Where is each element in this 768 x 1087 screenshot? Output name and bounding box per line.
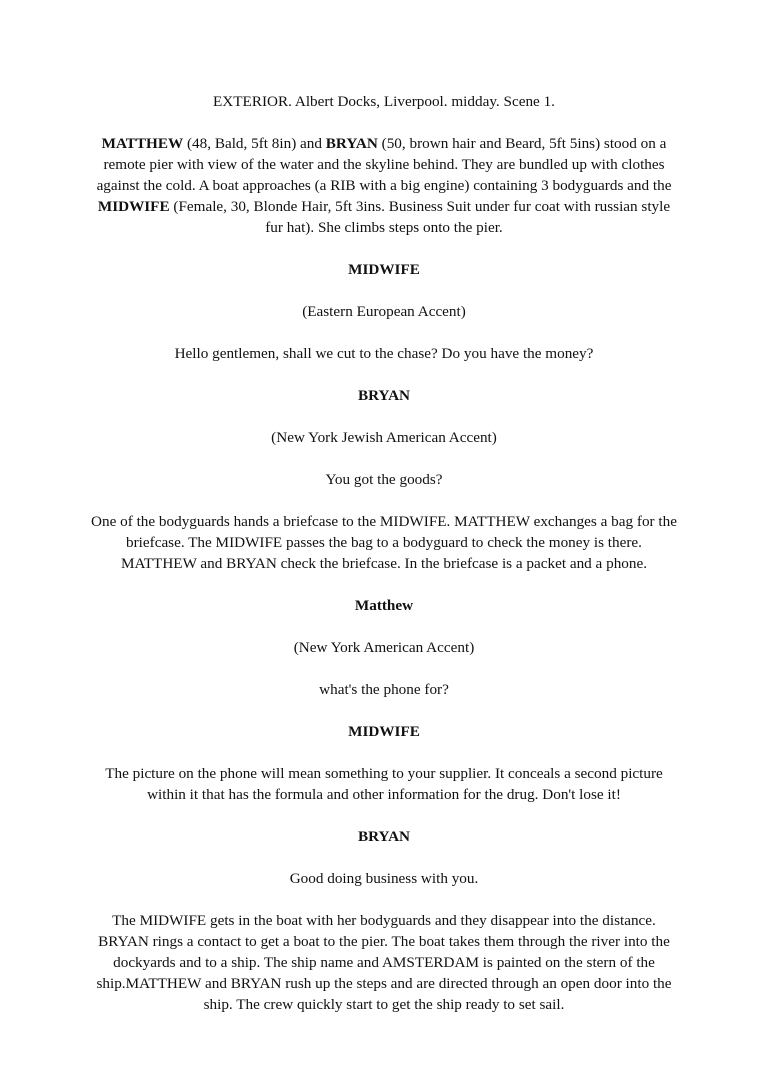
speaker-matthew-1 — [88, 595, 680, 616]
speaker-name: Matthew — [354, 597, 414, 614]
action-1: One of the bodyguards hands a briefcase to the MIDWIFE. MATTHEW exchanges a bag for the briefcase. The MIDWIFE passes the bag to a bodyguard to check the money is there. MATTHEW and BRYAN check the briefcase. In the briefcase is a packet and a phone. — [91, 513, 677, 572]
action-2: The MIDWIFE gets in the boat with her bodyguards and they disappear into the distance. BRYAN rings a contact to get a boat to the pier. The boat takes them through the river into the dockyards and to a ship. The ship name and AMSTERDAM is painted on the stern of the ship.MATTHEW and BRYAN rush up the steps and are directed through an open door into the ship. The crew quickly start to get the ship ready to set sail. — [96, 912, 672, 1013]
character-name-midwife: MIDWIFE — [97, 198, 170, 215]
intro-action — [88, 133, 680, 238]
direction-3: (New York American Accent) — [293, 639, 475, 656]
speaker-midwife-1 — [88, 259, 680, 280]
dialogue-4: The picture on the phone will mean something to your supplier. It conceals a second picture within it that has the formula and other information for the drug. Don't lose it! — [105, 765, 663, 803]
character-name-matthew: MATTHEW — [101, 135, 184, 152]
dialogue-1: Hello gentlemen, shall we cut to the chase? Do you have the money? — [174, 345, 594, 362]
speaker-name: MIDWIFE — [348, 723, 420, 740]
intro-text-2: (50, brown hair and Beard, 5ft 5ins) stood on a remote pier with view of the water and the skyline behind. They are bundled up with clothes against the cold. A boat approaches (a RIB with a big engine) containing 3 bodyguards and the — [96, 135, 672, 194]
direction-2: (New York Jewish American Accent) — [271, 429, 497, 446]
scene-heading: EXTERIOR. Albert Docks, Liverpool. midday. Scene 1. — [213, 93, 555, 110]
direction-1: (Eastern European Accent) — [302, 303, 466, 320]
dialogue-3: what's the phone for? — [319, 681, 449, 698]
intro-text-3: (Female, 30, Blonde Hair, 5ft 3ins. Business Suit under fur coat with russian style fur hat). She climbs steps onto the pier. — [169, 198, 671, 236]
intro-text-1: (48, Bald, 5ft 8in) and — [183, 135, 326, 152]
dialogue-2: You got the goods? — [325, 471, 443, 488]
speaker-name: MIDWIFE — [348, 261, 420, 278]
speaker-midwife-2 — [88, 721, 680, 742]
dialogue-5: Good doing business with you. — [289, 870, 479, 887]
speaker-name: BRYAN — [357, 828, 411, 845]
character-name-bryan: BRYAN — [325, 135, 378, 152]
speaker-name: BRYAN — [357, 387, 411, 404]
speaker-bryan-1 — [88, 385, 680, 406]
speaker-bryan-2 — [88, 826, 680, 847]
screenplay-body — [88, 91, 680, 1015]
